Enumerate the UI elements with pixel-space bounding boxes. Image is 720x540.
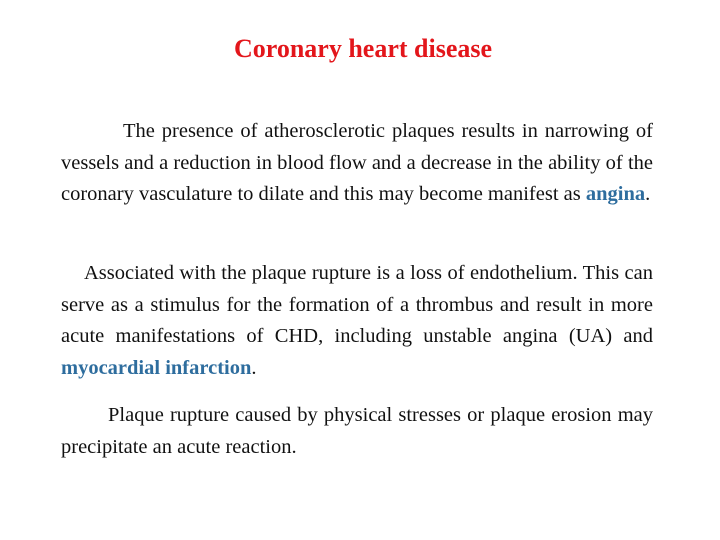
paragraph-text: Plaque rupture caused by physical stresses or plaque erosion may precipitate an acute reaction. bbox=[61, 404, 653, 458]
paragraph-text: Associated with the plaque rupture is a loss of endothelium. This can serve as a stimulus for the formation of a thrombus and result in more acute manifestations of CHD, including unstable angina (UA) and bbox=[61, 262, 653, 347]
slide-title: Coronary heart disease bbox=[233, 34, 493, 63]
highlighted-term-myocardial-infarction: myocardial infarction bbox=[61, 356, 252, 379]
paragraph-plaque-erosion bbox=[61, 400, 653, 463]
paragraph-punctuation: . bbox=[251, 356, 257, 379]
paragraph-punctuation: . bbox=[645, 183, 651, 205]
paragraph-plaques bbox=[61, 116, 653, 211]
highlighted-term-angina: angina bbox=[585, 183, 646, 205]
paragraph-text: The presence of atherosclerotic plaques results in narrowing of vessels and a reduction in blood flow and a decrease in the ability of the coronary vasculature to dilate and this may become manifest as bbox=[61, 120, 653, 205]
paragraph-plaque-rupture bbox=[61, 258, 653, 384]
